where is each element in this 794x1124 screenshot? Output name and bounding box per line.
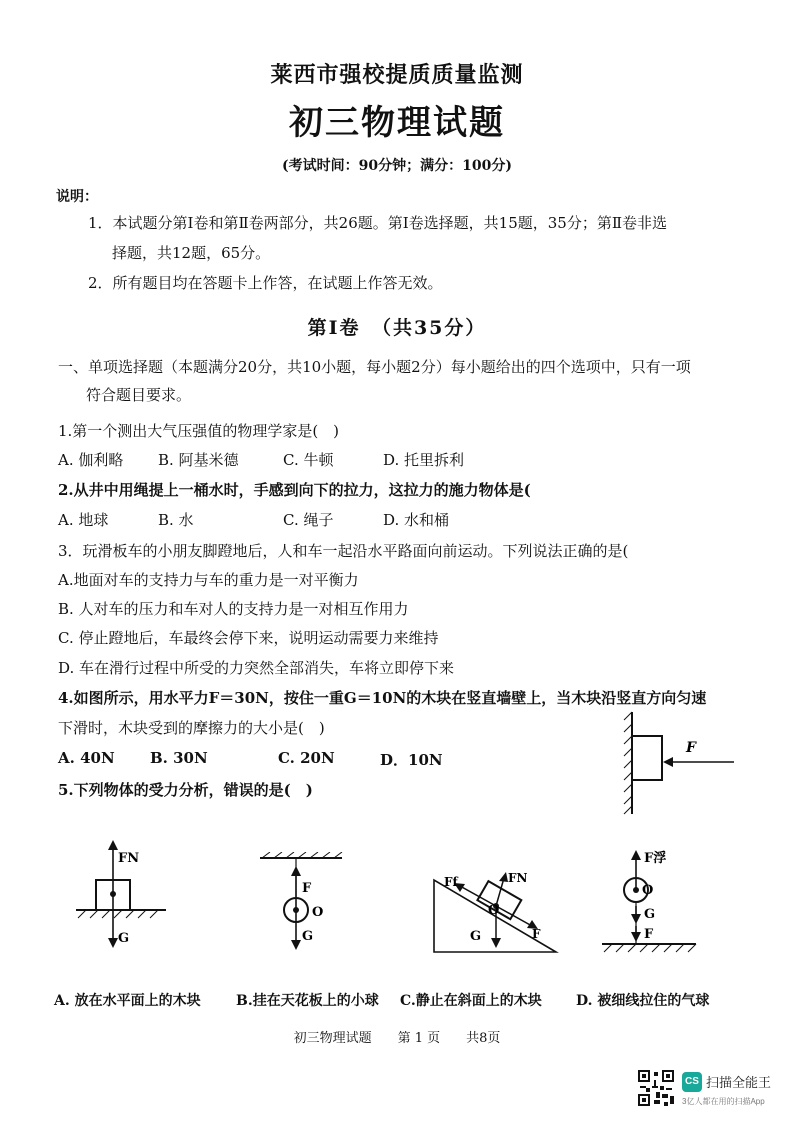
camscanner-name: 扫描全能王: [706, 1075, 772, 1090]
q5-figure-c: [428, 866, 568, 962]
instruction-item-1-line-2: 择题，共12题，65分。: [112, 244, 271, 262]
label-g: G: [302, 929, 314, 944]
q1-option-b: B. 阿基米德: [158, 451, 239, 469]
label-f: F: [532, 927, 541, 941]
q4-option-d: D．10N: [380, 751, 443, 769]
tension-arrow-head: [291, 866, 301, 876]
q1-option-a: A. 伽利略: [58, 451, 124, 469]
label-o: O: [488, 903, 500, 918]
instructions-label: 说明：: [56, 189, 98, 205]
instruction-item-1-line-1: 1．本试题分第Ⅰ卷和第Ⅱ卷两部分，共26题。第Ⅰ卷选择题，共15题，35分；第Ⅱ卷非选: [88, 214, 668, 232]
buoyancy-arrow-head: [631, 850, 641, 860]
label-fn: FN: [118, 851, 140, 866]
label-o: O: [642, 883, 654, 898]
force-label-f: F: [686, 740, 696, 756]
qr-code-icon: [636, 1068, 676, 1108]
label-f: F: [302, 881, 312, 896]
q1-options: [0, 449, 794, 469]
label-o: O: [312, 905, 324, 920]
q2-option-c: C. 绳子: [283, 511, 334, 529]
q5-caption-c: C.静止在斜面上的木块: [400, 993, 542, 1009]
camscanner-tagline: 3亿人都在用的扫描App: [682, 1097, 765, 1106]
q5-figure-a: [68, 836, 173, 954]
q1-option-c: C. 牛顿: [283, 451, 334, 469]
q3-option-c: C. 停止蹬地后，车最终会停下来，说明运动需要力来维持: [58, 629, 439, 647]
tension-arrow-head: [631, 932, 641, 942]
part1-heading-line-2: 符合题目要求。: [86, 386, 192, 404]
label-ff: Ff: [444, 875, 458, 889]
ground-hatching: [604, 944, 696, 952]
label-g: G: [470, 929, 482, 944]
q3-option-d: D. 车在滑行过程中所受的力突然全部消失，车将立即停下来: [58, 659, 455, 677]
q5-caption-a: A. 放在水平面上的木块: [54, 993, 201, 1009]
q5-stem: 5.下列物体的受力分析，错误的是( ): [58, 781, 313, 799]
q3-stem: 3．玩滑板车的小朋友脚蹬地后，人和车一起沿水平路面向前运动。下列说法正确的是(: [58, 542, 629, 560]
page-footer: 初三物理试题 第 1 页 共8页: [293, 1031, 501, 1046]
q1-option-d: D. 托里拆利: [383, 451, 465, 469]
q4-stem-line-2: 下滑时，木块受到的摩擦力的大小是( ): [58, 719, 325, 737]
wooden-block: [632, 736, 662, 780]
label-fn: FN: [508, 871, 528, 885]
q2-option-d: D. 水和桶: [383, 511, 450, 529]
q4-option-c: C. 20N: [278, 749, 335, 767]
q5-caption-d: D. 被细线拉住的气球: [576, 993, 710, 1009]
exam-info: (考试时间：90分钟；满分：100分): [282, 158, 512, 174]
camscanner-logo: CS: [682, 1072, 702, 1092]
school-name: 莱西市强校提质质量监测: [270, 62, 524, 88]
q4-option-a: A. 40N: [58, 749, 115, 767]
section-title: 第Ⅰ卷 （共35分）: [307, 317, 487, 339]
label-g: G: [644, 907, 656, 922]
instruction-item-2: 2．所有题目均在答题卡上作答，在试题上作答无效。: [88, 274, 443, 292]
gravity-arrow-head: [108, 938, 118, 948]
q3-option-a: A.地面对车的支持力与车的重力是一对平衡力: [58, 571, 359, 589]
q1-stem: 1.第一个测出大气压强值的物理学家是( ): [58, 422, 340, 440]
label-f-float: F浮: [644, 851, 667, 866]
q5-figure-b: [254, 852, 354, 956]
part1-heading-line-1: 一、单项选择题（本题满分20分，共10小题，每小题2分）每小题给出的四个选项中，只有一项: [58, 358, 691, 376]
q2-options: [0, 509, 794, 529]
q2-stem: 2.从井中用绳提上一桶水时，手感到向下的拉力，这拉力的施力物体是(: [58, 481, 531, 499]
q4-option-b: B. 30N: [150, 749, 208, 767]
q4-stem-line-1: 4.如图所示，用水平力F＝30N，按住一重G＝10N的木块在竖直墙壁上，当木块沿竖直方向匀速: [58, 689, 707, 707]
gravity-arrow-head: [631, 914, 641, 924]
wall-hatching: [624, 712, 632, 814]
label-f: F: [644, 927, 654, 942]
ground-hatching: [78, 910, 158, 918]
page-title: 初三物理试题: [289, 103, 505, 143]
gravity-arrow-head: [291, 940, 301, 950]
label-g: G: [118, 931, 130, 946]
q2-option-b: B. 水: [158, 511, 194, 529]
q3-option-b: B. 人对车的压力和车对人的支持力是一对相互作用力: [58, 600, 409, 618]
normal-force-arrow-head: [108, 840, 118, 850]
q5-figure-d: [596, 844, 716, 956]
force-arrow-f-head: [663, 757, 673, 767]
q5-caption-b: B.挂在天花板上的小球: [236, 993, 379, 1009]
q2-option-a: A. 地球: [58, 511, 109, 529]
normal-arrow-head: [499, 872, 508, 882]
q4-wall-block-figure: [622, 706, 742, 818]
scanner-badge: [636, 1068, 786, 1112]
